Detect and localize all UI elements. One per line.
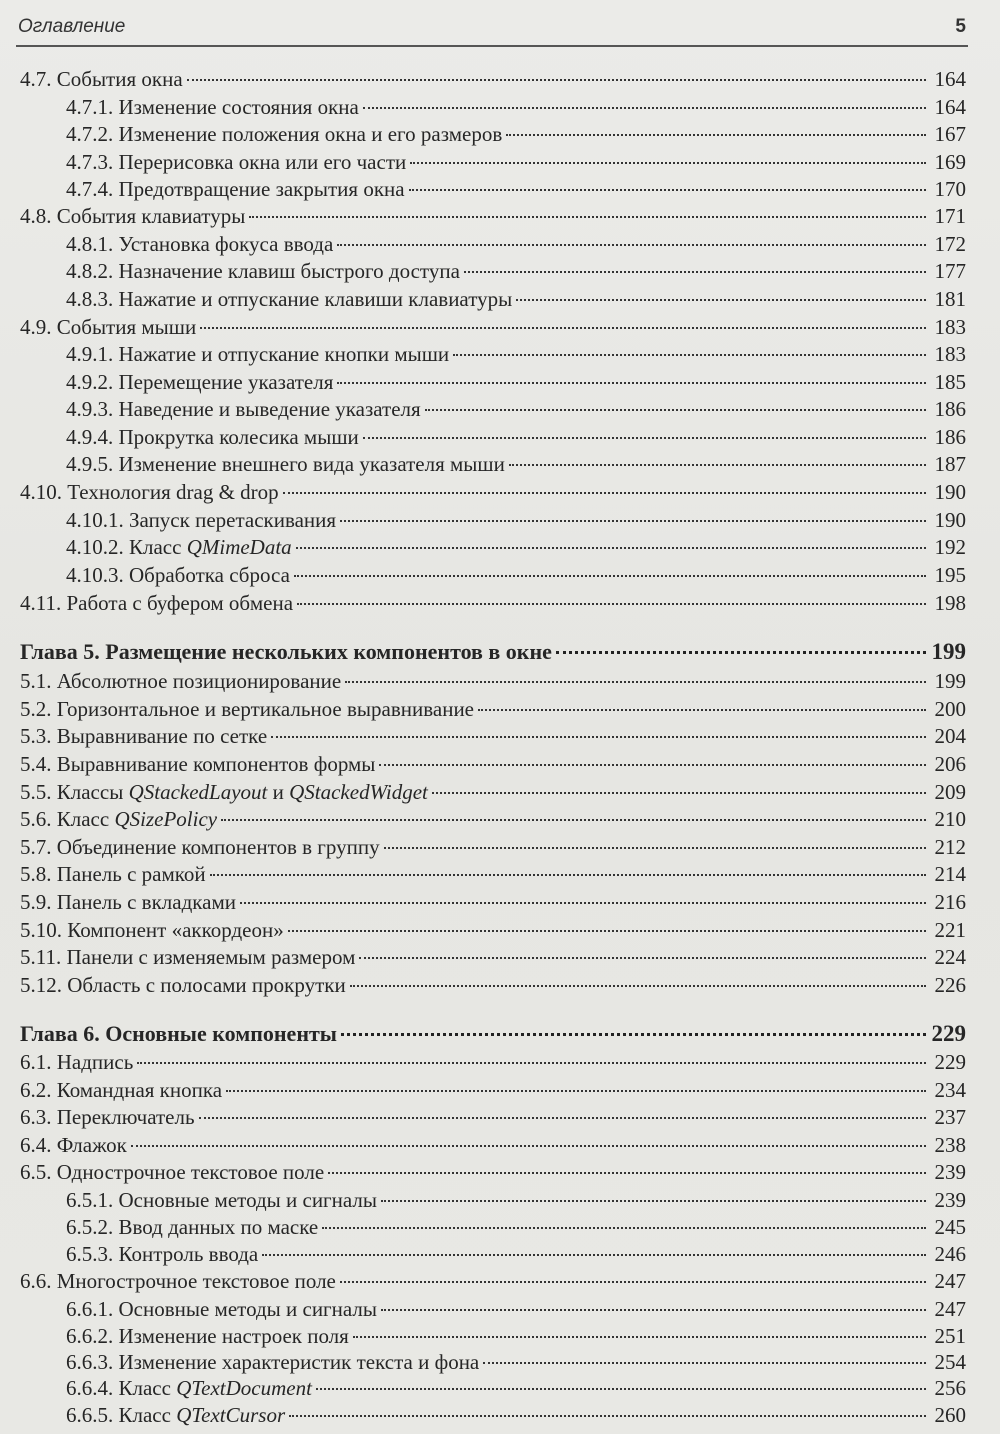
entry-title (66, 258, 462, 285)
entry-number: 6.3. (20, 1105, 52, 1129)
entry-number: 5.6. (20, 807, 52, 831)
entry-title (20, 1159, 326, 1186)
entry-text: Изменение внешнего вида указателя мыши (118, 452, 505, 476)
dot-leader (283, 488, 926, 494)
dot-leader (381, 1196, 926, 1202)
toc-entry (66, 424, 966, 451)
toc-entry (66, 176, 966, 203)
entry-text: Выравнивание компонентов формы (56, 752, 376, 776)
entry-title (66, 286, 514, 313)
entry-number: 6.6.3. (66, 1350, 114, 1374)
entry-page-number: 234 (934, 1078, 966, 1102)
entry-page-number: 186 (934, 397, 966, 421)
entry-number: 6.6.2. (66, 1324, 114, 1348)
entry-page-number: 247 (934, 1297, 966, 1321)
entry-text: Наведение и выведение указателя (118, 397, 421, 421)
entry-class-name: QTextDocument (176, 1376, 312, 1400)
entry-text: Объединение компонентов в группу (56, 835, 380, 859)
toc-entry (20, 834, 966, 861)
entry-page-number: 164 (934, 95, 966, 119)
toc-entry (20, 668, 966, 695)
dot-leader (509, 460, 926, 466)
toc-entry (20, 1268, 966, 1295)
entry-title (20, 834, 382, 861)
entry-page-number: 198 (934, 591, 966, 615)
toc-entry (66, 341, 966, 368)
entry-text: Класс (118, 1403, 171, 1427)
entry-page-number: 199 (931, 639, 966, 664)
entry-page-number: 246 (934, 1242, 966, 1266)
entry-title (20, 668, 343, 695)
entry-text: Перерисовка окна или его части (118, 150, 407, 174)
toc-entry (20, 66, 966, 93)
dot-leader (464, 267, 926, 273)
dot-leader (425, 405, 926, 411)
entry-text: События клавиатуры (56, 204, 246, 228)
entry-title (66, 1296, 379, 1323)
entry-number: 6.2. (20, 1078, 52, 1102)
toc-entry (66, 1323, 966, 1350)
toc-entry (20, 479, 966, 506)
entry-number: 5.1. (20, 669, 52, 693)
entry-page-number: 204 (934, 724, 966, 748)
entry-number: 5.9. (20, 890, 52, 914)
entry-title (20, 696, 476, 723)
entry-title (66, 562, 292, 589)
dot-leader (478, 705, 926, 711)
entry-text: События окна (56, 67, 183, 91)
dot-leader (340, 516, 926, 522)
entry-page-number: 170 (934, 177, 966, 201)
dot-leader (337, 240, 926, 246)
entry-text: Обработка сброса (129, 563, 290, 587)
entry-number: 4.9.3. (66, 397, 114, 421)
entry-text: Панели с изменяемым размером (66, 945, 356, 969)
entry-title (20, 723, 269, 750)
dot-leader (384, 843, 926, 849)
entry-number: 5.7. (20, 835, 52, 859)
entry-page-number: 221 (934, 918, 966, 942)
entry-page-number: 190 (934, 480, 966, 504)
toc-entry (66, 121, 966, 148)
running-header (18, 12, 966, 42)
toc-entry (66, 534, 966, 561)
dot-leader (322, 1223, 926, 1229)
entry-text: Флажок (56, 1133, 127, 1157)
entry-text: Изменение состояния окна (118, 95, 359, 119)
entry-number: 4.8. (20, 204, 52, 228)
toc-entry (66, 1349, 966, 1376)
entry-number: 4.9.2. (66, 370, 114, 394)
entry-page-number: 183 (934, 315, 966, 339)
entry-title (20, 1020, 339, 1047)
entry-text: Класс (56, 807, 110, 831)
toc-entry (20, 779, 966, 806)
entry-number: 4.9. (20, 315, 52, 339)
toc-entry (66, 507, 966, 534)
entry-number: 6.5.1. (66, 1188, 114, 1212)
dot-leader (262, 1250, 926, 1256)
entry-number: 4.9.4. (66, 425, 114, 449)
entry-page-number: 190 (934, 508, 966, 532)
entry-title (66, 451, 507, 478)
dot-leader (316, 1384, 926, 1390)
dot-leader (359, 953, 926, 959)
toc-entry (66, 149, 966, 176)
entry-page-number: 169 (934, 150, 966, 174)
entry-page-number: 260 (934, 1403, 966, 1427)
dot-leader (353, 1332, 926, 1338)
dot-leader (410, 158, 926, 164)
entry-page-number: 212 (934, 835, 966, 859)
entry-number: 4.7.2. (66, 122, 114, 146)
entry-page-number: 172 (934, 232, 966, 256)
entry-page-number: 183 (934, 342, 966, 366)
dot-leader (363, 433, 926, 439)
entry-text: Нажатие и отпускание кнопки мыши (118, 342, 450, 366)
entry-number: 4.10.3. (66, 563, 124, 587)
entry-page-number: 247 (934, 1269, 966, 1293)
entry-title (20, 479, 281, 506)
entry-page-number: 229 (931, 1021, 966, 1046)
entry-text: Однострочное текстовое поле (56, 1160, 325, 1184)
dot-leader (210, 870, 926, 876)
dot-leader (221, 815, 926, 821)
entry-number: 4.7.1. (66, 95, 114, 119)
dot-leader (131, 1141, 926, 1147)
page-number: 5 (955, 16, 966, 37)
entry-text: Размещение нескольких компонентов в окне (105, 639, 552, 664)
toc-entry (66, 1187, 966, 1214)
toc-entry (20, 203, 966, 230)
dot-leader (363, 103, 926, 109)
entry-title (66, 1187, 379, 1214)
entry-page-number: 237 (934, 1105, 966, 1129)
entry-title (66, 121, 504, 148)
dot-leader (288, 926, 926, 932)
dot-leader (379, 760, 926, 766)
entry-number: 5.4. (20, 752, 52, 776)
entry-number: 5.10. (20, 918, 62, 942)
toc-entry (20, 723, 966, 750)
entry-page-number: 216 (934, 890, 966, 914)
entry-number: 5.8. (20, 862, 52, 886)
entry-text: Ввод данных по маске (118, 1215, 319, 1239)
toc-entry (20, 917, 966, 944)
entry-number: 5.11. (20, 945, 62, 969)
toc-entry (66, 231, 966, 258)
entry-title (66, 1375, 314, 1402)
entry-text: Прокрутка колесика мыши (118, 425, 359, 449)
entry-number: 4.7.3. (66, 150, 114, 174)
toc-entry (66, 94, 966, 121)
entry-title (66, 176, 407, 203)
entry-text: Классы (56, 780, 124, 804)
entry-title (20, 590, 295, 617)
dot-leader (506, 130, 926, 136)
entry-number: 5.5. (20, 780, 52, 804)
entry-page-number: 210 (934, 807, 966, 831)
entry-title (66, 1323, 351, 1350)
dot-leader (453, 350, 926, 356)
dot-leader (249, 212, 926, 218)
entry-text: Контроль ввода (118, 1242, 259, 1266)
dot-leader (516, 295, 926, 301)
dot-leader (271, 732, 926, 738)
entry-title (20, 1104, 197, 1131)
entry-title (20, 917, 286, 944)
entry-title (20, 861, 208, 888)
toc-entry (66, 369, 966, 396)
dot-leader (409, 185, 926, 191)
entry-number: 5.12. (20, 973, 62, 997)
dot-leader (289, 1411, 926, 1417)
entry-number: 6.5.3. (66, 1242, 114, 1266)
entry-text: Панель с рамкой (56, 862, 206, 886)
entry-number: 4.9.1. (66, 342, 114, 366)
entry-number: 6.6.1. (66, 1297, 114, 1321)
entry-number: 6.6.4. (66, 1376, 114, 1400)
entry-page-number: 226 (934, 973, 966, 997)
toc-entry (20, 889, 966, 916)
entry-class-name: QTextCursor (176, 1403, 286, 1427)
entry-text: Технология drag & drop (67, 480, 279, 504)
entry-text: Изменение положения окна и его размеров (118, 122, 503, 146)
entry-class-name: QStackedLayout (128, 780, 268, 804)
entry-title (20, 944, 357, 971)
entry-number: 5.2. (20, 697, 52, 721)
header-divider (16, 45, 968, 47)
dot-leader (200, 323, 926, 329)
dot-leader (483, 1358, 926, 1364)
entry-number: 4.8.3. (66, 287, 114, 311)
entry-text: Многострочное текстовое поле (56, 1269, 336, 1293)
entry-number: Глава 6. (20, 1021, 100, 1046)
dot-leader (226, 1086, 926, 1092)
entry-text: Переключатель (56, 1105, 195, 1129)
section-title: Оглавление (18, 16, 126, 37)
entry-text: Основные компоненты (105, 1021, 337, 1046)
entry-text: Нажатие и отпускание клавиши клавиатуры (118, 287, 513, 311)
toc-entry (66, 1375, 966, 1402)
entry-title (20, 806, 219, 833)
toc-entry (20, 1104, 966, 1131)
dot-leader (381, 1305, 926, 1311)
toc-entry (20, 751, 966, 778)
entry-number: 4.8.2. (66, 259, 114, 283)
toc-entry (20, 861, 966, 888)
entry-text: События мыши (56, 315, 197, 339)
entry-title (20, 638, 554, 665)
dot-leader (345, 677, 926, 683)
entry-page-number: 254 (934, 1350, 966, 1374)
toc-entry (66, 1214, 966, 1241)
toc-entry (66, 1402, 966, 1429)
dot-leader (296, 543, 926, 549)
entry-number: 4.10.2. (66, 535, 124, 559)
entry-class-name: QSizePolicy (114, 807, 218, 831)
entry-text: Работа с буфером обмена (66, 591, 294, 615)
entry-text: Горизонтальное и вертикальное выравнивание (56, 697, 475, 721)
entry-title (66, 424, 361, 451)
toc-entry (20, 972, 966, 999)
entry-number: 5.3. (20, 724, 52, 748)
entry-text: Класс (129, 535, 182, 559)
entry-page-number: 256 (934, 1376, 966, 1400)
entry-number: 6.4. (20, 1133, 52, 1157)
entry-text: Изменение характеристик текста и фона (118, 1350, 480, 1374)
entry-text: Класс (118, 1376, 171, 1400)
toc-entry (20, 696, 966, 723)
entry-class-name: QStackedWidget (289, 780, 428, 804)
dot-leader (187, 75, 926, 81)
entry-number: 4.9.5. (66, 452, 114, 476)
entry-page-number: 167 (934, 122, 966, 146)
toc-entry (20, 314, 966, 341)
entry-title (66, 1349, 481, 1376)
dot-leader (350, 981, 926, 987)
entry-text: Перемещение указателя (118, 370, 334, 394)
toc-entry (66, 562, 966, 589)
entry-text: Изменение настроек поля (118, 1324, 349, 1348)
entry-number: 6.5. (20, 1160, 52, 1184)
dot-leader (137, 1058, 926, 1064)
dot-leader (556, 647, 926, 654)
entry-text: Абсолютное позиционирование (56, 669, 342, 693)
entry-title (66, 1241, 260, 1268)
entry-page-number: 181 (934, 287, 966, 311)
entry-title (66, 507, 338, 534)
entry-title (20, 66, 185, 93)
entry-text: Панель с вкладками (56, 890, 237, 914)
toc-entry (20, 1077, 966, 1104)
entry-number: 6.6.5. (66, 1403, 114, 1427)
entry-title (66, 231, 335, 258)
dot-leader (337, 378, 926, 384)
entry-page-number: 229 (934, 1050, 966, 1074)
entry-page-number: 186 (934, 425, 966, 449)
entry-text: Установка фокуса ввода (118, 232, 334, 256)
toc-entry (20, 1049, 966, 1076)
entry-number: 4.7.4. (66, 177, 114, 201)
entry-page-number: 214 (934, 862, 966, 886)
entry-text: Надпись (56, 1050, 134, 1074)
dot-leader (340, 1277, 926, 1283)
entry-page-number: 238 (934, 1133, 966, 1157)
toc-entry (66, 451, 966, 478)
entry-title (20, 972, 348, 999)
entry-number: Глава 5. (20, 639, 100, 664)
entry-page-number: 239 (934, 1188, 966, 1212)
entry-title (66, 534, 294, 561)
entry-text: Назначение клавиш быстрого доступа (118, 259, 460, 283)
entry-text: Запуск перетаскивания (129, 508, 337, 532)
entry-title (66, 396, 423, 423)
entry-title (66, 341, 451, 368)
entry-text: Основные методы и сигналы (118, 1188, 378, 1212)
entry-title (20, 889, 238, 916)
entry-title (20, 751, 377, 778)
entry-number: 4.8.1. (66, 232, 114, 256)
toc-entry (20, 590, 966, 617)
entry-page-number: 164 (934, 67, 966, 91)
entry-title (66, 1402, 287, 1429)
entry-title (20, 1049, 135, 1076)
dot-leader (297, 599, 926, 605)
entry-class-name: QMimeData (186, 535, 292, 559)
entry-title (66, 149, 408, 176)
entry-number: 4.11. (20, 591, 62, 615)
entry-title (20, 203, 247, 230)
entry-text: Основные методы и сигналы (118, 1297, 378, 1321)
dot-leader (341, 1029, 926, 1036)
entry-page-number: 192 (934, 535, 966, 559)
entry-title (66, 1214, 320, 1241)
dot-leader (240, 898, 926, 904)
entry-text: Область с полосами прокрутки (67, 973, 346, 997)
entry-number: 6.1. (20, 1050, 52, 1074)
entry-text: Компонент «аккордеон» (67, 918, 284, 942)
entry-page-number: 251 (934, 1324, 966, 1348)
entry-page-number: 187 (934, 452, 966, 476)
dot-leader (199, 1113, 926, 1119)
chapter-entry (20, 1020, 966, 1047)
entry-title (20, 779, 430, 806)
toc-entry (20, 806, 966, 833)
toc-entry (66, 396, 966, 423)
entry-page-number: 206 (934, 752, 966, 776)
entry-title (66, 369, 335, 396)
toc-entry (20, 1159, 966, 1186)
toc-entry (66, 1241, 966, 1268)
dot-leader (328, 1168, 926, 1174)
toc-entry (66, 258, 966, 285)
entry-page-number: 200 (934, 697, 966, 721)
entry-page-number: 177 (934, 259, 966, 283)
entry-number: 4.10. (20, 480, 62, 504)
entry-page-number: 239 (934, 1160, 966, 1184)
entry-page-number: 195 (934, 563, 966, 587)
entry-page-number: 224 (934, 945, 966, 969)
dot-leader (294, 571, 926, 577)
entry-text: Выравнивание по сетке (56, 724, 268, 748)
entry-page-number: 209 (934, 780, 966, 804)
entry-text: Предотвращение закрытия окна (118, 177, 405, 201)
dot-leader (432, 788, 926, 794)
entry-number: 6.6. (20, 1269, 52, 1293)
entry-title (20, 1268, 338, 1295)
entry-number: 6.5.2. (66, 1215, 114, 1239)
toc-entry (66, 286, 966, 313)
entry-page-number: 185 (934, 370, 966, 394)
entry-page-number: 245 (934, 1215, 966, 1239)
entry-title (66, 94, 361, 121)
entry-text: и (272, 780, 284, 804)
toc-entry (20, 1132, 966, 1159)
toc-entry (66, 1296, 966, 1323)
entry-number: 4.10.1. (66, 508, 124, 532)
entry-title (20, 314, 198, 341)
entry-title (20, 1077, 224, 1104)
entry-title (20, 1132, 129, 1159)
entry-number: 4.7. (20, 67, 52, 91)
toc-entry (20, 944, 966, 971)
entry-page-number: 199 (934, 669, 966, 693)
entry-text: Командная кнопка (56, 1078, 223, 1102)
entry-page-number: 171 (934, 204, 966, 228)
chapter-entry (20, 638, 966, 665)
